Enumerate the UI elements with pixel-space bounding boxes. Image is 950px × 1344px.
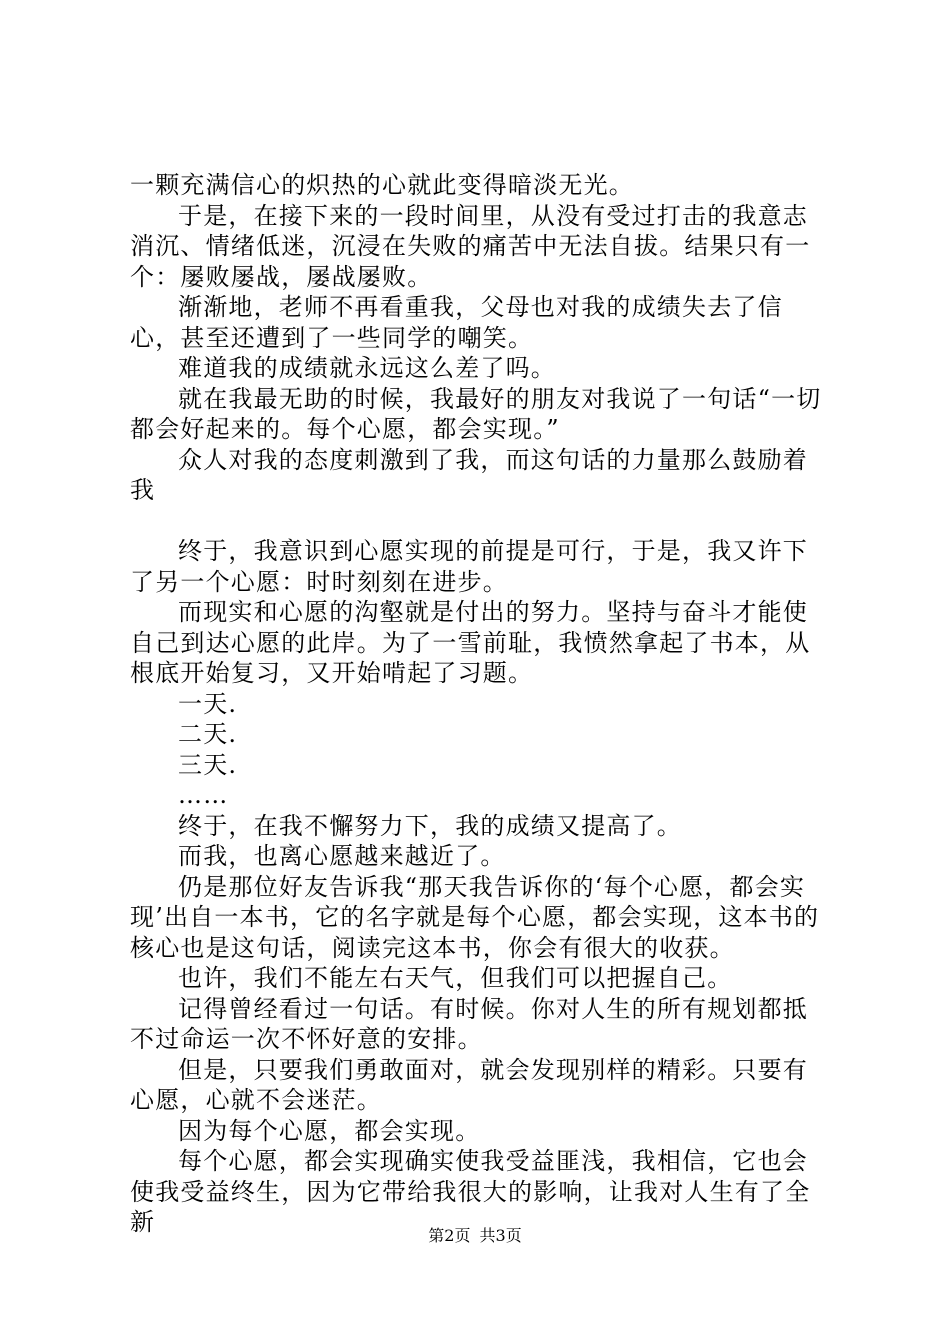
paragraph: 众人对我的态度刺激到了我，而这句话的力量那么鼓励着我 — [130, 445, 808, 504]
paragraph: …… — [178, 781, 229, 809]
paragraph: 而现实和心愿的沟壑就是付出的努力。坚持与奋斗才能使自己到达心愿的此岸。为了一雪前耻，我愤然拿起了书本，从根底开始复习，又开始啃起了习题。 — [130, 598, 811, 687]
paragraph: 终于，在我不懈努力下，我的成绩又提高了。 — [178, 811, 682, 840]
paragraph: 每个心愿，都会实现确实使我受益匪浅，我相信，它也会使我受益终生，因为它带给我很大的影响，让我对人生有了全新 — [130, 1147, 811, 1236]
paragraph: 于是，在接下来的一段时间里，从没有受过打击的我意志消沉、情绪低迷，沉浸在失败的痛苦中无法自拔。结果只有一个：屡败屡战，屡战屡败。 — [130, 201, 811, 291]
paragraph: 难道我的成绩就永远这么差了吗。 — [178, 354, 556, 382]
page-footer — [0, 1226, 950, 1246]
paragraph: 仍是那位好友告诉我“那天我告诉你的‘每个心愿，都会实现’出自一本书，它的名字就是每个心愿，都会实现，这本书的核心也是这句话，阅读完这本书，你会有很大的收获。 — [130, 872, 820, 962]
paragraph: 终于，我意识到心愿实现的前提是可行，于是，我又许下了另一个心愿：时时刻刻在进步。 — [130, 537, 808, 596]
page-total: 共3页 — [479, 1226, 522, 1245]
paragraph: 但是，只要我们勇敢面对，就会发现别样的精彩。只要有心愿，心就不会迷茫。 — [130, 1055, 808, 1114]
paragraph: 二天. — [178, 720, 238, 748]
paragraph: 一颗充满信心的炽热的心就此变得暗淡无光。 — [130, 171, 634, 199]
page-number: 第2页 — [428, 1226, 471, 1245]
paragraph: 记得曾经看过一句话。有时候。你对人生的所有规划都抵不过命运一次不怀好意的安排。 — [130, 994, 808, 1053]
paragraph: 渐渐地，老师不再看重我，父母也对我的成绩失去了信心，甚至还遭到了一些同学的嘲笑。 — [130, 293, 783, 352]
paragraph: 就在我最无助的时候，我最好的朋友对我说了一句话“一切都会好起来的。每个心愿，都会实现。” — [130, 384, 822, 443]
paragraph: 因为每个心愿，都会实现。 — [178, 1116, 481, 1145]
paragraph: 一天. — [178, 689, 238, 718]
paragraph: 三天. — [178, 750, 238, 779]
document-body — [130, 170, 830, 1238]
paragraph: 而我，也离心愿越来越近了。 — [178, 842, 506, 870]
blank-line — [130, 506, 830, 537]
paragraph: 也许，我们不能左右天气，但我们可以把握自己。 — [178, 964, 733, 992]
